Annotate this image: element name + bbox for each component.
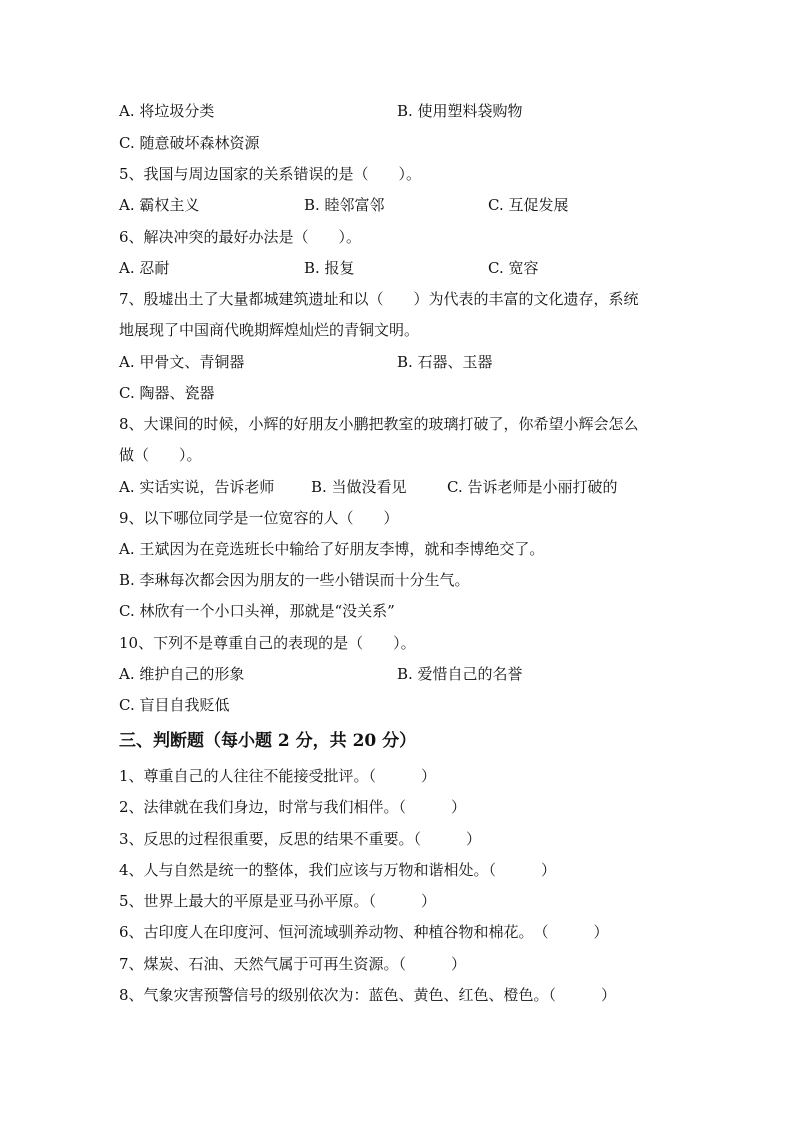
q8-stem-line2: 做（ ）。 [119,446,202,464]
judgement-item-3: 3、反思的过程很重要，反思的结果不重要。（ ） [119,830,482,848]
judgement-item-1: 1、尊重自己的人往往不能接受批评。（ ） [119,767,437,785]
q8-option-a: A. 实话实说，告诉老师 [119,478,275,496]
q8-option-c: C. 告诉老师是小丽打破的 [447,478,618,496]
q4-option-b: B. 使用塑料袋购物 [397,102,523,120]
q9-option-c: C. 林欣有一个小口头禅，那就是“没关系” [119,602,395,620]
q6-stem: 6、解决冲突的最好办法是（ ）。 [119,228,362,246]
q9-option-b: B. 李琳每次都会因为朋友的一些小错误而十分生气。 [119,571,470,589]
q6-option-c: C. 宽容 [488,259,539,277]
q7-stem-line1: 7、殷墟出土了大量都城建筑遗址和以（ ）为代表的丰富的文化遗存，系统 [119,290,639,308]
q10-stem: 10、下列不是尊重自己的表现的是（ ）。 [119,634,416,652]
q7-stem-line2: 地展现了中国商代晚期辉煌灿烂的青铜文明。 [119,321,420,339]
q8-stem-line1: 8、大课间的时候，小辉的好朋友小鹏把教室的玻璃打破了，你希望小辉会怎么 [119,415,639,433]
judgement-item-8: 8、气象灾害预警信号的级别依次为：蓝色、黄色、红色、橙色。（ ） [119,986,617,1004]
q7-option-b: B. 石器、玉器 [397,353,493,371]
q4-option-c: C. 随意破坏森林资源 [119,134,260,152]
q5-stem: 5、我国与周边国家的关系错误的是（ ）。 [119,165,422,183]
q4-option-a: A. 将垃圾分类 [119,102,215,120]
judgement-item-2: 2、法律就在我们身边，时常与我们相伴。（ ） [119,798,467,816]
q9-stem: 9、以下哪位同学是一位宽容的人（ ） [119,509,399,527]
q10-option-a: A. 维护自己的形象 [119,665,245,683]
judgement-item-7: 7、煤炭、石油、天然气属于可再生资源。（ ） [119,955,467,973]
q10-option-b: B. 爱惜自己的名誉 [397,665,523,683]
section-3-heading: 三、判断题（每小题 2 分，共 20 分） [119,731,417,751]
q5-option-b: B. 睦邻富邻 [304,196,385,214]
q10-option-c: C. 盲目自我贬低 [119,696,230,714]
q6-option-a: A. 忍耐 [119,259,170,277]
judgement-item-5: 5、世界上最大的平原是亚马孙平原。（ ） [119,892,437,910]
q5-option-a: A. 霸权主义 [119,196,200,214]
q5-option-c: C. 互促发展 [488,196,569,214]
q6-option-b: B. 报复 [304,259,355,277]
judgement-item-6: 6、古印度人在印度河、恒河流域驯养动物、种植谷物和棉花。 （ ） [119,923,609,941]
q7-option-c: C. 陶器、瓷器 [119,384,215,402]
q7-option-a: A. 甲骨文、青铜器 [119,353,245,371]
q8-option-b: B. 当做没看见 [311,478,407,496]
q9-option-a: A. 王斌因为在竞选班长中输给了好朋友李博，就和李博绝交了。 [119,540,545,558]
judgement-item-4: 4、人与自然是统一的整体，我们应该与万物和谐相处。（ ） [119,861,557,879]
